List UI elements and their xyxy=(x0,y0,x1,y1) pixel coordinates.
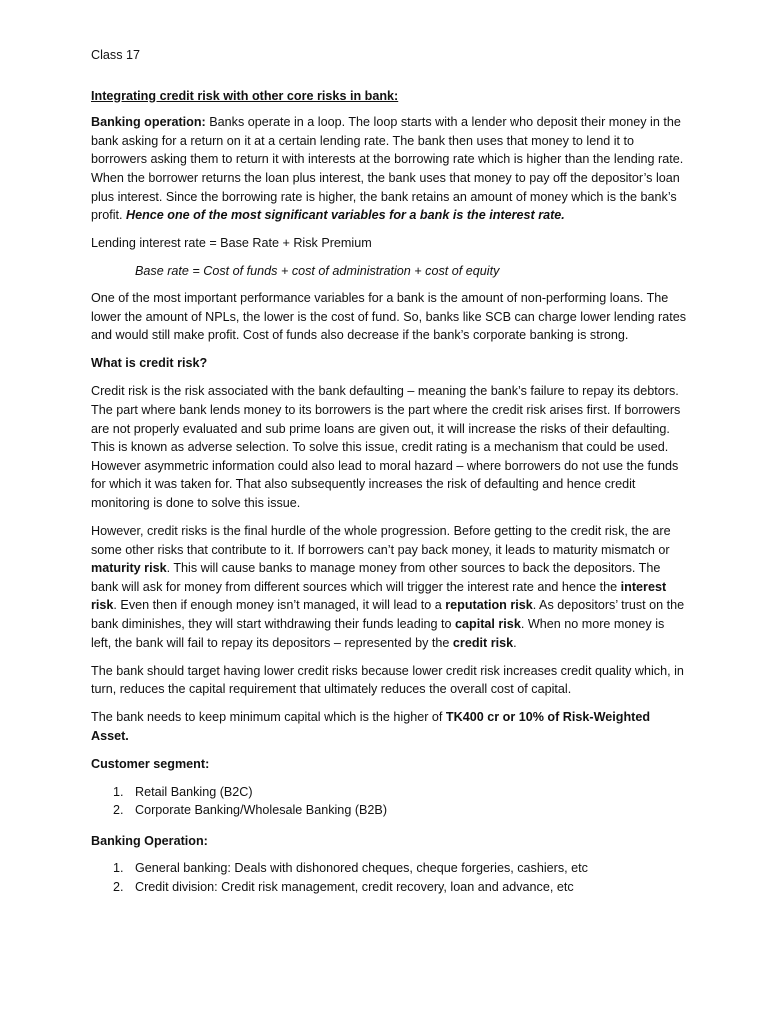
text-run: . When no more money is left, the bank will fail to repay its depositors – represented by the xyxy=(91,616,665,650)
list-item-text: Retail Banking (B2C) xyxy=(135,784,253,799)
list-number: 2. xyxy=(113,803,124,818)
banking-operation-body: Banks operate in a loop. The loop starts with a lender who deposit their money in the bank asking for a return on it at a certain lending rate. The bank then uses that money to lend it to borrowers asking them to return it with interests at the borrowing rate which is higher than the lending rate. When the borrower returns the loan plus interest, the bank uses that money to pay off the depositor’s loan plus interest. Since the borrowing rate is higher, the bank retains an amount of money which is the bank’s profit. xyxy=(91,115,684,223)
text-run: . xyxy=(513,635,517,650)
customer-segment-list xyxy=(91,783,688,820)
class-label: Class 17 xyxy=(91,48,140,62)
credit-risk-question: What is credit risk? xyxy=(91,356,208,371)
credit-risk-term: credit risk xyxy=(452,635,514,650)
banking-operation-lead: Banking operation: xyxy=(91,115,206,130)
banking-operation-list xyxy=(91,859,688,896)
text-run: . As depositors’ trust on the bank diminishes, they will start withdrawing their funds leading to xyxy=(91,598,685,631)
interest-risk-term: interest risk xyxy=(91,579,667,613)
lower-credit-risk-paragraph: The bank should target having lower credit risks because lower credit risk increases credit quality which, in turn, reduces the capital requirement that ultimately reduces the overall cost of capital. xyxy=(91,663,684,697)
text-run: However, credit risks is the final hurdle of the whole progression. Before getting to the credit risk, the are some other risks that contribute to it. If borrowers can’t pay back money, it leads to maturity mismatch or xyxy=(91,523,671,557)
banking-operation-emphasis: Hence one of the most significant variables for a bank is the interest rate. xyxy=(126,208,565,223)
npl-paragraph: One of the most important performance variables for a bank is the amount of non-performing loans. The lower the amount of NPLs, the lower is the cost of fund. So, banks like SCB can charge lower lending rates and would still make profit. Cost of funds also decrease if the bank’s corporate banking is strong. xyxy=(91,290,687,343)
banking-operation-paragraph xyxy=(91,113,688,225)
list-item xyxy=(91,859,688,878)
list-item-text: Corporate Banking/Wholesale Banking (B2B) xyxy=(135,803,388,818)
list-item-text: Credit division: Credit risk management, credit recovery, loan and advance, etc xyxy=(135,879,574,894)
text-run: The bank needs to keep minimum capital which is the higher of xyxy=(91,710,446,725)
list-number: 2. xyxy=(113,879,124,894)
credit-risk-paragraph: Credit risk is the risk associated with the bank defaulting – meaning the bank’s failure to repay its debtors. The part where bank lends money to its borrowers is the part where the credit risk arises first. If borrowers are not properly evaluated and sub prime loans are given out, it will increase the risks of their defaulting. This is known as adverse selection. To solve this issue, credit rating is a mechanism that could be used. However asymmetric information could also lead to moral hazard – where borrowers do not use the funds for which it was taken for. That also subsequently increases the risk of defaulting and hence credit monitoring is done to solve this issue. xyxy=(91,384,681,510)
minimum-capital-value: TK400 cr or 10% of Risk-Weighted Asset. xyxy=(91,710,651,743)
reputation-risk-term: reputation risk xyxy=(445,598,533,613)
banking-operation-title: Banking Operation: xyxy=(91,833,208,848)
customer-segment-title: Customer segment: xyxy=(91,757,210,771)
list-item xyxy=(91,878,688,897)
capital-risk-term: capital risk xyxy=(455,616,521,631)
risk-progression-paragraph xyxy=(91,522,688,652)
minimum-capital-paragraph xyxy=(91,708,688,745)
list-item-text: General banking: Deals with dishonored cheques, cheque forgeries, cashiers, etc xyxy=(135,861,588,876)
list-number: 1. xyxy=(113,784,124,799)
maturity-risk-term: maturity risk xyxy=(91,561,167,576)
section-heading: Integrating credit risk with other core risks in bank: xyxy=(91,88,399,103)
list-number: 1. xyxy=(113,861,124,876)
base-rate-formula: Base rate = Cost of funds + cost of administration + cost of equity xyxy=(135,264,500,279)
list-item xyxy=(91,783,688,802)
text-run: . This will cause banks to manage money from other sources to back the depositors. The bank will ask for money from different sources which will trigger the interest rate and hence the xyxy=(91,561,661,594)
text-run: . Even then if enough money isn’t managed, it will lead to a xyxy=(113,598,446,613)
list-item xyxy=(91,801,688,820)
lending-rate-formula: Lending interest rate = Base Rate + Risk Premium xyxy=(91,236,372,251)
